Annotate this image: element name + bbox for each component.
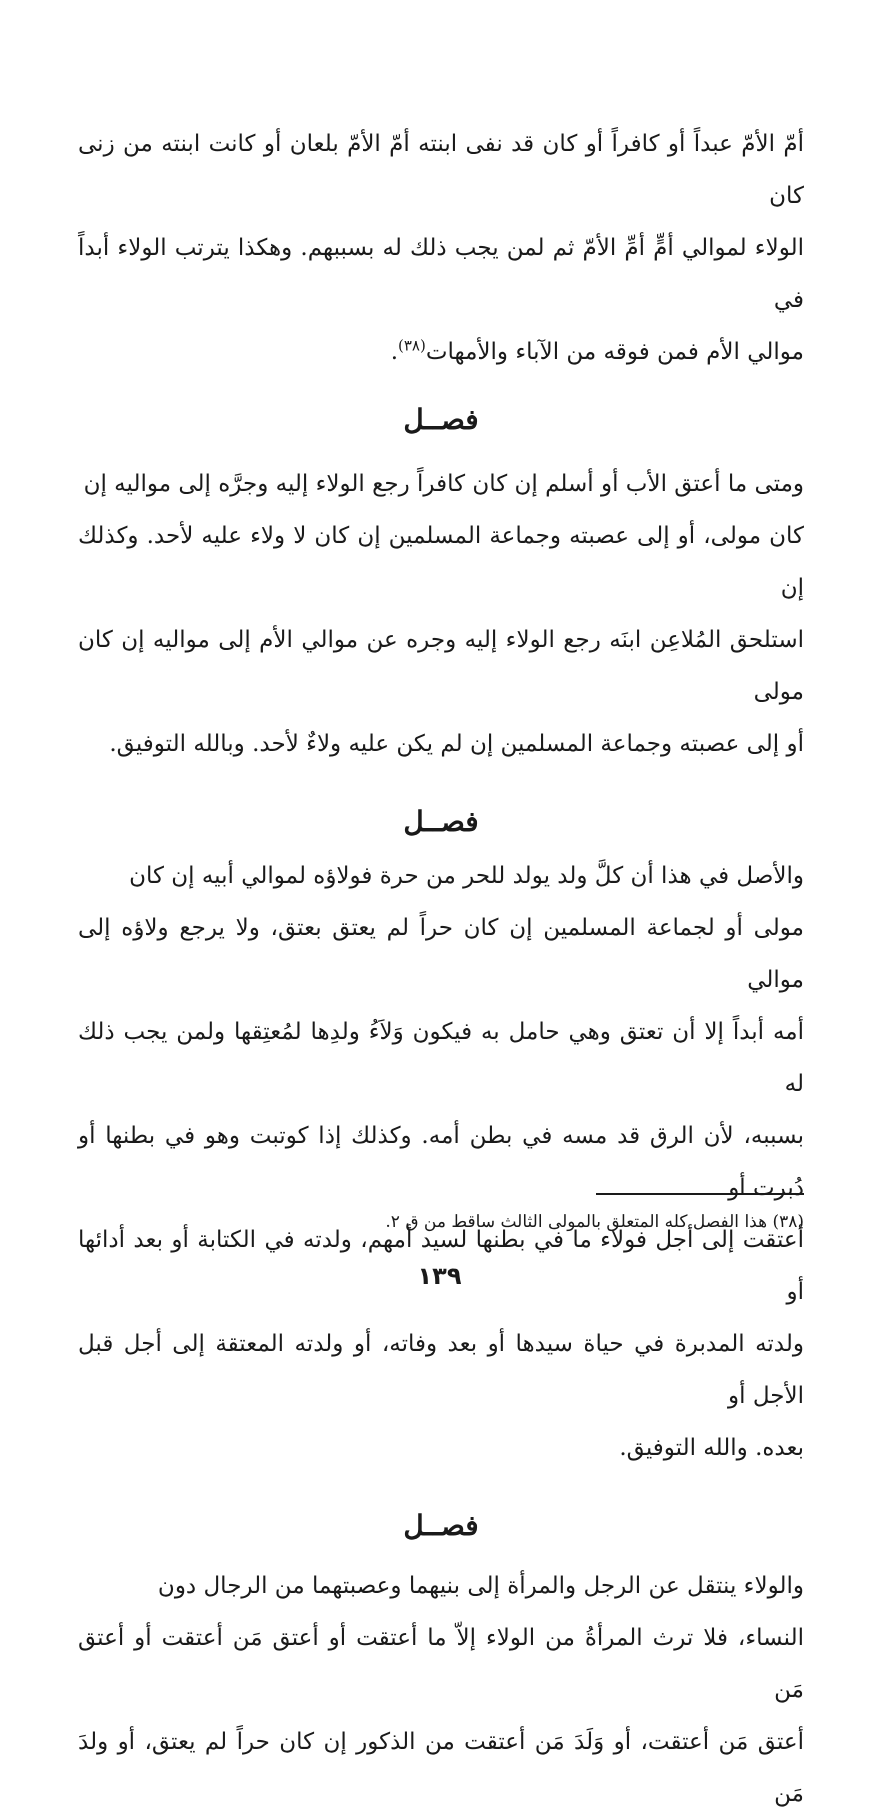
text-line: ومتى ما أعتق الأب أو أسلم إن كان كافراً رجع الولاء إليه وجرَّه إلى مواليه إن bbox=[83, 471, 804, 497]
text-line: الولاء لموالي أمٍّ أمِّ الأمّ ثم لمن يجب ذلك له بسببهم. وهكذا يترتب الولاء أبداً في bbox=[78, 235, 804, 313]
text-line: والولاء ينتقل عن الرجل والمرأة إلى بنيهما وعصبتهما من الرجال دون bbox=[157, 1573, 804, 1599]
paragraph-1 bbox=[78, 118, 804, 378]
text-line: أمه أبداً إلا أن تعتق وهي حامل به فيكون وَلاَءُ ولدِها لمُعتِقها ولمن يجب ذلك له bbox=[78, 1019, 804, 1097]
text-line: والأصل في هذا أن كلَّ ولد يولد للحر من حرة فولاؤه لموالي أبيه إن كان bbox=[129, 863, 804, 889]
text-line: ولدته المدبرة في حياة سيدها أو بعد وفاته، أو ولدته المعتقة إلى أجل قبل الأجل أو bbox=[78, 1331, 804, 1409]
text-line: كان مولى، أو إلى عصبته وجماعة المسلمين إن كان لا ولاء عليه لأحد. وكذلك إن bbox=[78, 523, 804, 601]
text-line: أو إلى عصبته وجماعة المسلمين إن لم يكن عليه ولاءٌ لأحد. وبالله التوفيق. bbox=[109, 731, 804, 757]
page-number: ١٣٩ bbox=[417, 1262, 462, 1290]
paragraph-2 bbox=[78, 458, 804, 770]
paragraph-3 bbox=[78, 850, 804, 1474]
text-line: أعتق مَن أعتقت، أو وَلَدَ مَن أعتقت من الذكور إن كان حراً لم يعتق، أو ولدَ مَن bbox=[78, 1729, 804, 1807]
section-heading: فصــل bbox=[403, 805, 479, 838]
text-line: مولى أو لجماعة المسلمين إن كان حراً لم يعتق بعتق، ولا يرجع ولاؤه إلى موالي bbox=[78, 915, 804, 993]
footnote-reference: (٣٨) bbox=[398, 336, 426, 355]
footnote-divider bbox=[596, 1193, 804, 1195]
text-line: النساء، فلا ترث المرأةُ من الولاء إلاّ ما أعتقت أو أعتق مَن أعتقت أو أعتق مَن bbox=[78, 1625, 804, 1703]
text-line bbox=[78, 326, 804, 378]
section-heading: فصــل bbox=[403, 1509, 479, 1542]
footnote: (٣٨) هذا الفصل كله المتعلق بالمولى الثالث ساقط من ق ٢. bbox=[385, 1212, 804, 1232]
page-body bbox=[78, 118, 804, 1820]
sentence-end: . bbox=[390, 339, 398, 365]
section-heading: فصــل bbox=[403, 403, 479, 436]
text-line-content: موالي الأم فمن فوقه من الآباء والأمهات bbox=[425, 339, 804, 365]
text-line: استلحق المُلاعِن ابنَه رجع الولاء إليه وجره عن موالي الأم إلى مواليه إن كان مولى bbox=[78, 627, 804, 705]
text-line: بعده. والله التوفيق. bbox=[619, 1435, 804, 1461]
text-line: أعتقت إلى أجل فولاء ما في بطنها لسيد أمهم، ولدته في الكتابة أو بعد أدائها أو bbox=[78, 1227, 804, 1305]
text-line: أمّ الأمّ عبداً أو كافراً أو كان قد نفى ابنته أمّ الأمّ بلعان أو كانت ابنته من زنى كان bbox=[78, 131, 804, 209]
paragraph-4 bbox=[78, 1560, 804, 1820]
text-line: بسببه، لأن الرق قد مسه في بطن أمه. وكذلك إذا كوتبت وهو في بطنها أو دُبرت أو bbox=[78, 1123, 804, 1201]
